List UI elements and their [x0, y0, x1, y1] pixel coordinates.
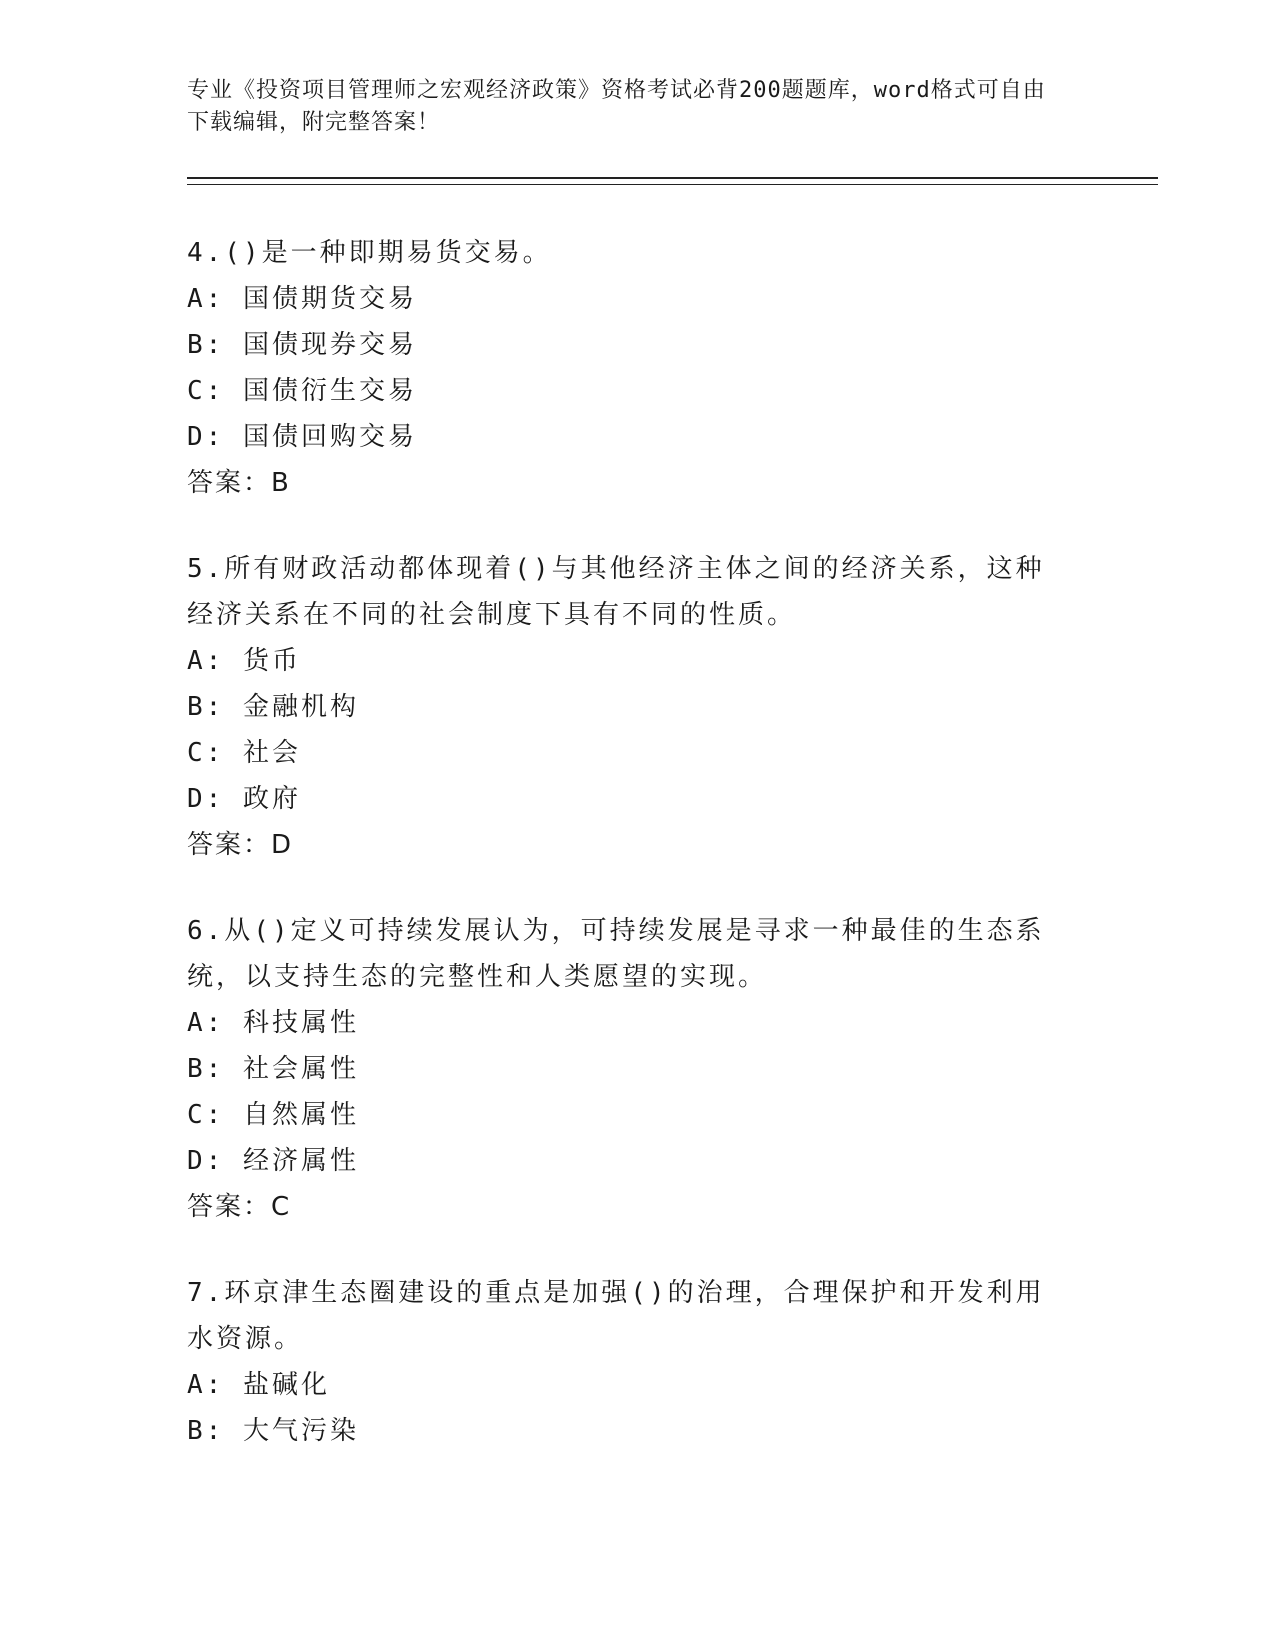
option-c: C: 社会 [187, 738, 301, 768]
answer: 答案：C [187, 1192, 292, 1222]
question-text: 6.从()定义可持续发展认为，可持续发展是寻求一种最佳的生态系统，以支持生态的完整性和人类愿望的实现。 [187, 916, 1045, 992]
option-a: A: 科技属性 [187, 1008, 359, 1038]
question-4 [187, 230, 1067, 506]
option-b: B: 金融机构 [187, 692, 359, 722]
option-a: A: 货币 [187, 646, 301, 676]
question-5 [187, 546, 1067, 868]
option-d: D: 经济属性 [187, 1146, 359, 1176]
option-d: D: 政府 [187, 784, 301, 814]
option-c: C: 国债衍生交易 [187, 376, 417, 406]
answer: 答案：B [187, 468, 291, 498]
document-header: 专业《投资项目管理师之宏观经济政策》资格考试必背200题题库，word格式可自由下载编辑，附完整答案！ [187, 78, 1046, 135]
option-b: B: 大气污染 [187, 1416, 359, 1446]
option-b: B: 社会属性 [187, 1054, 359, 1084]
option-d: D: 国债回购交易 [187, 422, 417, 452]
question-7 [187, 1270, 1067, 1454]
question-6 [187, 908, 1067, 1230]
header-divider [187, 177, 1158, 185]
answer: 答案：D [187, 830, 294, 860]
option-a: A: 国债期货交易 [187, 284, 417, 314]
option-a: A: 盐碱化 [187, 1370, 330, 1400]
question-text: 7.环京津生态圈建设的重点是加强()的治理，合理保护和开发利用水资源。 [187, 1278, 1045, 1354]
option-c: C: 自然属性 [187, 1100, 359, 1130]
question-text: 5.所有财政活动都体现着()与其他经济主体之间的经济关系，这种经济关系在不同的社会制度下具有不同的性质。 [187, 554, 1045, 630]
question-text: 4.()是一种即期易货交易。 [187, 238, 552, 268]
question-list [187, 230, 1067, 1494]
option-b: B: 国债现券交易 [187, 330, 417, 360]
